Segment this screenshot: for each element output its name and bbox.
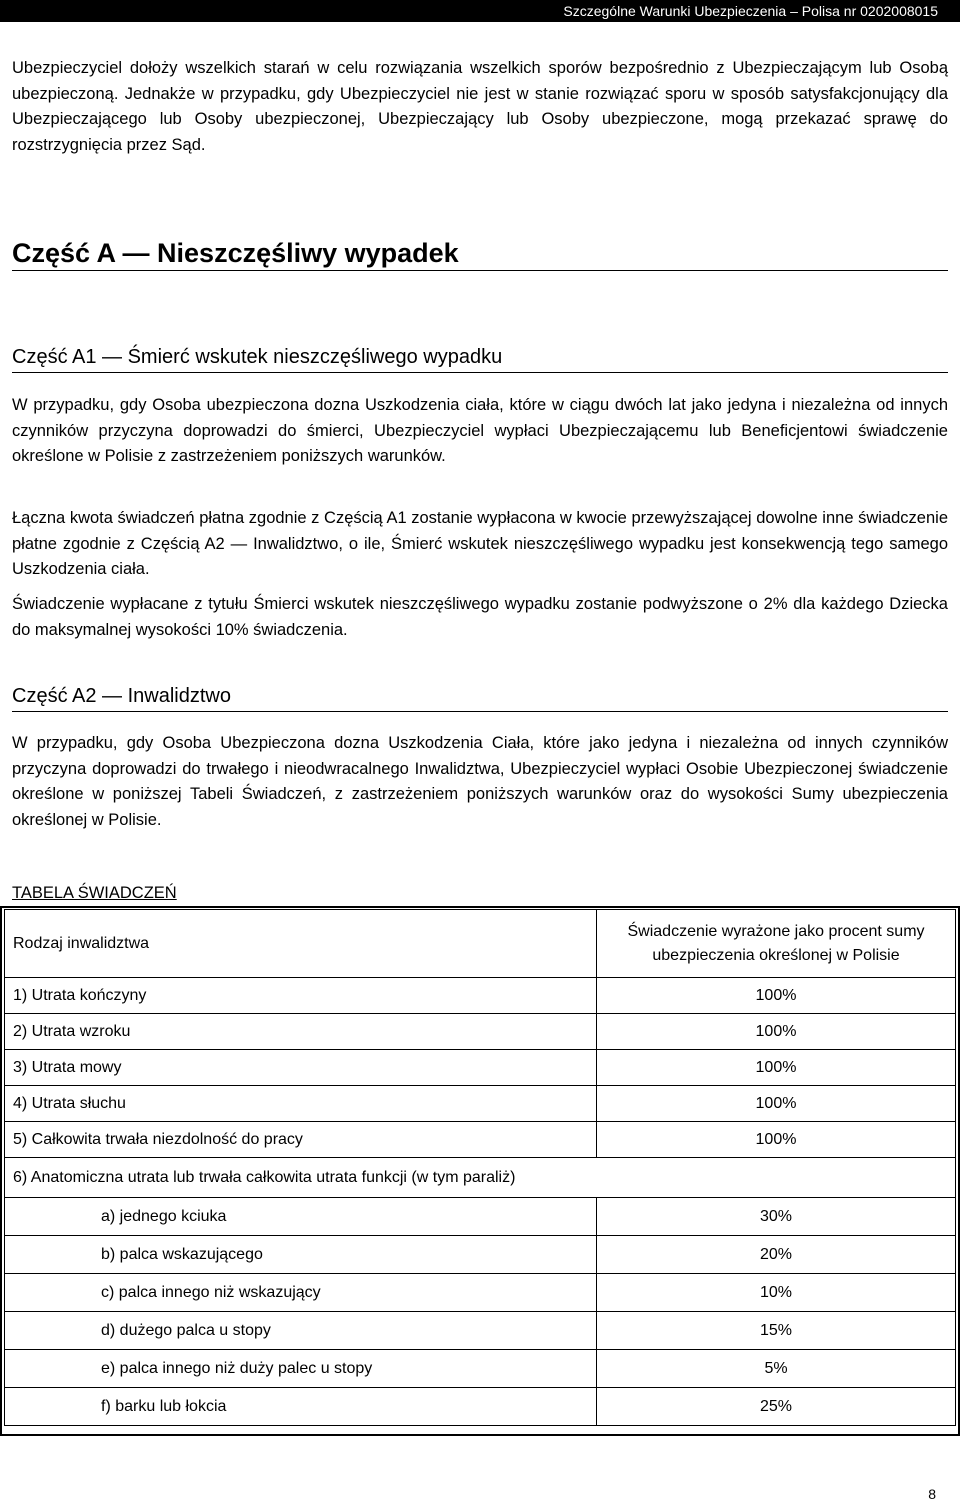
page-header [0,0,960,22]
column-header-value-line2: ubezpieczenia określonej w Polisie [652,946,900,964]
subrow-value: 25% [597,1388,956,1426]
subrow-value: 15% [597,1312,956,1350]
table-subrow [5,1198,956,1236]
row-value: 100% [597,978,956,1014]
row-name: 5) Całkowita trwała niezdolność do pracy [5,1122,597,1158]
column-header-value [597,910,956,978]
subrow-value: 10% [597,1274,956,1312]
row-value: 100% [597,1122,956,1158]
part-a1-paragraph-1: W przypadku, gdy Osoba ubezpieczona dozna Uszkodzenia ciała, które w ciągu dwóch lat jako jedyna i niezależna od innych czynników przyczyna doprowadzi do śmierci, Ubezpieczyciel wypłaci Ubezpieczającemu lub Beneficjentowi świadczenie określone w Polisie z zastrzeżeniem poniższych warunków. [12,396,948,465]
part-a1-heading: Część A1 — Śmierć wskutek nieszczęśliwego wypadku [12,342,948,373]
subrow-value: 5% [597,1350,956,1388]
table-row [5,1122,956,1158]
row-value: 100% [597,1014,956,1050]
page-number: 8 [928,1486,936,1502]
subrow-name: a) jednego kciuka [5,1198,597,1236]
row-value: 100% [597,1050,956,1086]
table-header-row [5,910,956,978]
table-row [5,1158,956,1198]
column-header-type-label: Rodzaj inwalidztwa [13,934,150,952]
column-header-value-line1: Świadczenie wyrażone jako procent sumy [627,922,925,940]
subrow-name: b) palca wskazującego [5,1236,597,1274]
row-name: 4) Utrata słuchu [5,1086,597,1122]
subrow-name: c) palca innego niż wskazujący [5,1274,597,1312]
part-a-heading: Część A — Nieszczęśliwy wypadek [12,236,948,271]
subrow-value: 30% [597,1198,956,1236]
part-a1-paragraph-2: Łączna kwota świadczeń płatna zgodnie z Częścią A1 zostanie wypłacona w kwocie przewyższającej dowolne inne świadczenie płatne zgodnie z Częścią A2 — Inwalidztwo, o ile, Śmierć wskutek nieszczęśliwego wypadku jest konsekwencją tego samego Uszkodzenia ciała. [12,509,948,578]
row-name: 1) Utrata kończyny [5,978,597,1014]
part-a2-heading: Część A2 — Inwalidztwo [12,681,948,712]
row-name: 6) Anatomiczna utrata lub trwała całkowita utrata funkcji (w tym paraliż) [5,1158,956,1198]
subrow-name: e) palca innego niż duży palec u stopy [5,1350,597,1388]
header-title: Szczególne Warunki Ubezpieczenia – Polisa nr 0202008015 [563,3,938,19]
row-name: 3) Utrata mowy [5,1050,597,1086]
table-subrow [5,1274,956,1312]
table-row [5,1014,956,1050]
intro-paragraph: Ubezpieczyciel dołoży wszelkich starań w celu rozwiązania wszelkich sporów bezpośrednio z Ubezpieczającym lub Osobą ubezpieczoną. Jednakże w przypadku, gdy Ubezpieczyciel nie jest w stanie rozwiązać sporu w sposób satysfakcjonujący dla Ubezpieczającego lub Osoby ubezpieczonej, Ubezpieczający lub Osoby ubezpieczone, mogą przekazać sprawę do rozstrzygnięcia przez Sąd. [12,59,948,154]
table-subrow [5,1350,956,1388]
table-row [5,978,956,1014]
subrow-name: f) barku lub łokcia [5,1388,597,1426]
benefits-table-title: TABELA ŚWIADCZEŃ [12,884,177,902]
row-name: 2) Utrata wzroku [5,1014,597,1050]
table-row [5,1086,956,1122]
table-subrow [5,1388,956,1426]
subrow-value: 20% [597,1236,956,1274]
column-header-type [5,910,597,978]
subrow-name: d) dużego palca u stopy [5,1312,597,1350]
table-subrow [5,1312,956,1350]
part-a2-paragraph-1: W przypadku, gdy Osoba Ubezpieczona dozna Uszkodzenia Ciała, które jako jedyna i niezależna od innych czynników przyczyna doprowadzi do trwałego i nieodwracalnego Inwalidztwa, Ubezpieczyciel wypłaci Osobie Ubezpieczonej świadczenie określone w poniższej Tabeli Świadczeń, z zastrzeżeniem poniższych warunków oraz do wysokości Sumy ubezpieczenia określonej w Polisie. [12,734,948,829]
row-value: 100% [597,1086,956,1122]
part-a1-paragraph-3: Świadczenie wypłacane z tytułu Śmierci wskutek nieszczęśliwego wypadku zostanie podwyższone o 2% dla każdego Dziecka do maksymalnej wysokości 10% świadczenia. [12,595,948,639]
table-row [5,1050,956,1086]
benefits-table [4,909,956,1426]
table-subrow [5,1236,956,1274]
